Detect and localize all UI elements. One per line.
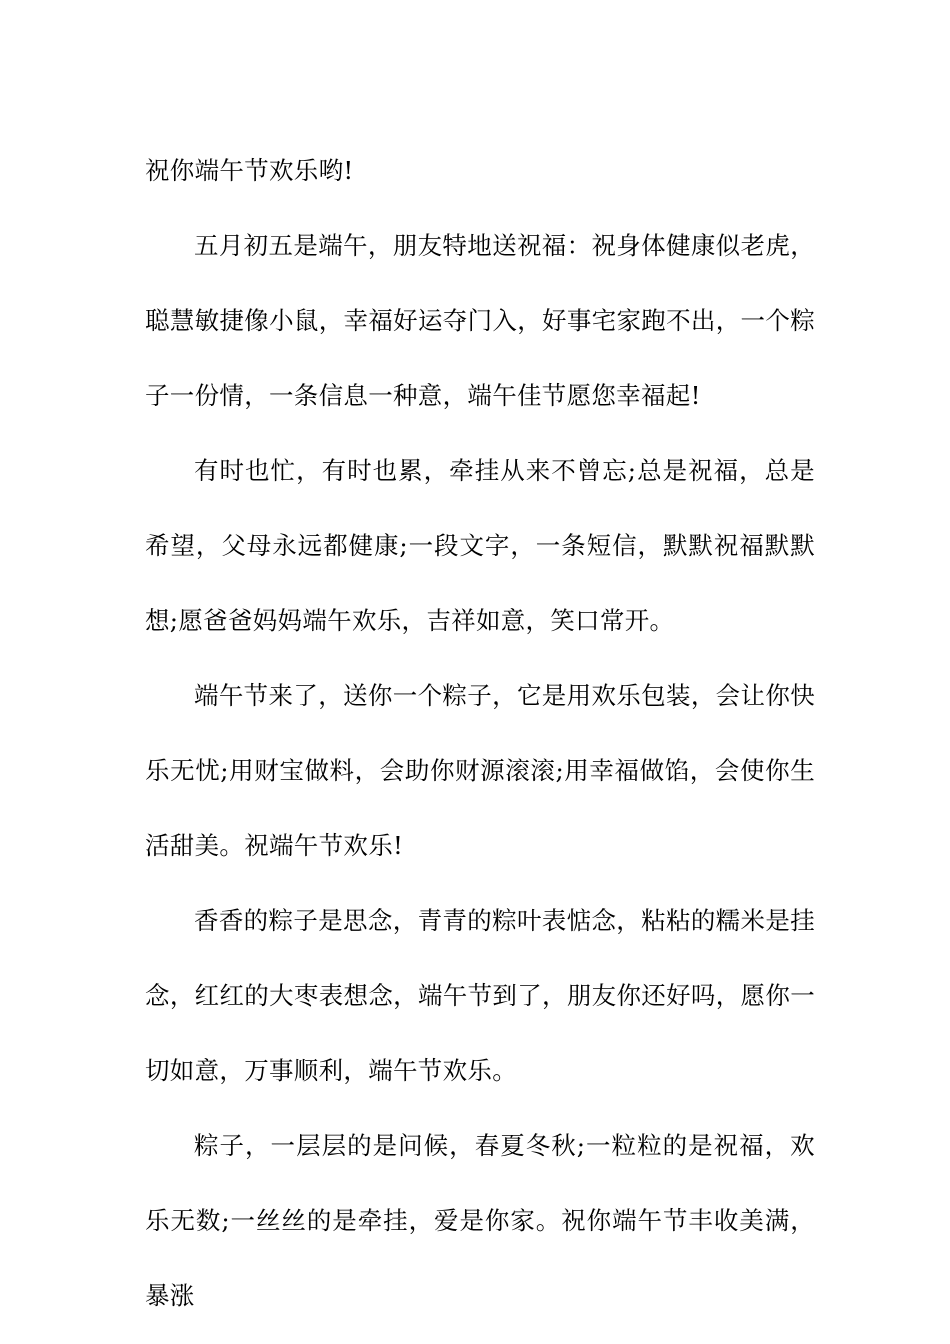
- paragraph-5: 香香的粽子是思念，青青的粽叶表惦念，粘粘的糯米是挂念，红红的大枣表想念，端午节到了，朋友你还好吗，愿你一切如意，万事顺利，端午节欢乐。: [145, 906, 815, 1085]
- paragraph-1: 祝你端午节欢乐哟!: [145, 156, 354, 185]
- paragraph-6: 粽子，一层层的是问候，春夏冬秋;一粒粒的是祝福，欢乐无数;一丝丝的是牵挂，爱是你家。祝你端午节丰收美满，暴涨: [145, 1131, 815, 1310]
- paragraph-3: 有时也忙，有时也累，牵挂从来不曾忘;总是祝福，总是希望，父母永远都健康;一段文字，一条短信，默默祝福默默想;愿爸爸妈妈端午欢乐，吉祥如意，笑口常开。: [145, 456, 815, 635]
- paragraph-2: 五月初五是端午，朋友特地送祝福：祝身体健康似老虎，聪慧敏捷像小鼠，幸福好运夺门入，好事宅家跑不出，一个粽子一份情，一条信息一种意，端午佳节愿您幸福起!: [145, 231, 815, 410]
- document-page: [145, 133, 815, 1333]
- paragraph-4: 端午节来了，送你一个粽子，它是用欢乐包装，会让你快乐无忧;用财宝做料，会助你财源滚滚;用幸福做馅，会使你生活甜美。祝端午节欢乐!: [145, 681, 815, 860]
